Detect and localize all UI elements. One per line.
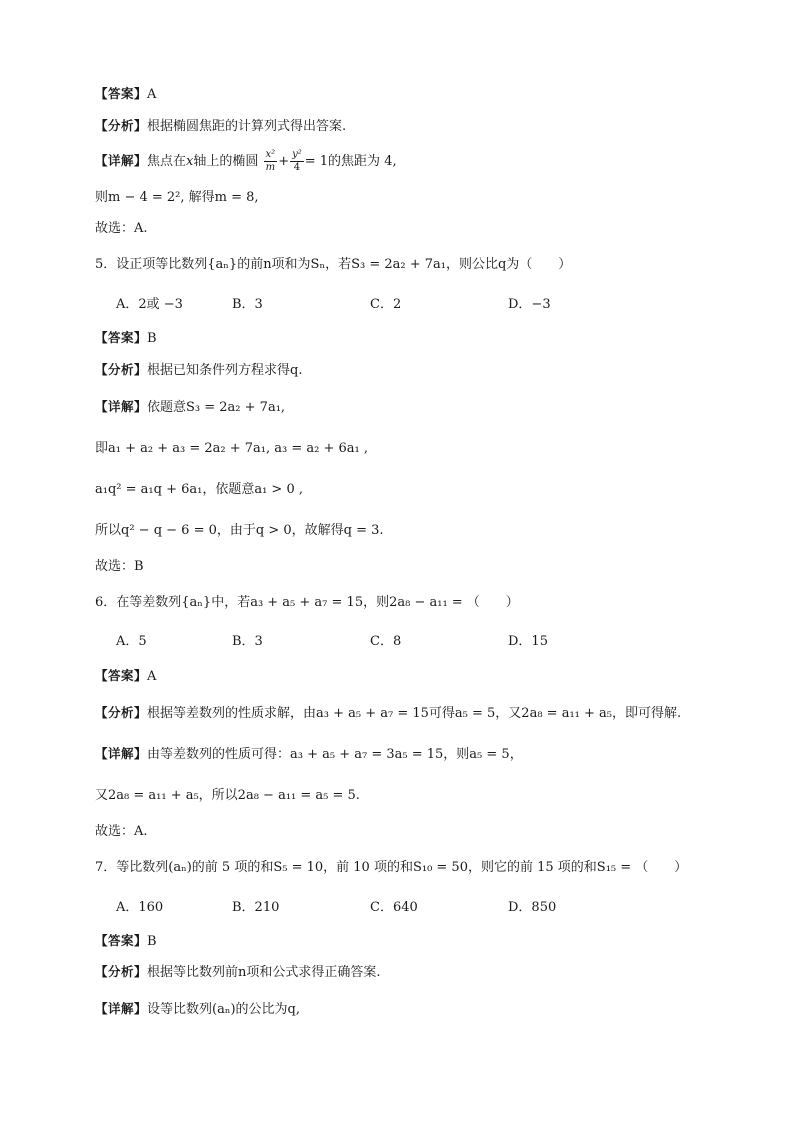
q5-step-1: 即a₁ + a₂ + a₃ = 2a₂ + 7a₁, a₃ = a₂ + 6a₁ , <box>95 441 368 456</box>
q4-detail-post: = 1的焦距为 4, <box>304 154 397 169</box>
q7-option-c[interactable]: C．640 <box>370 900 418 915</box>
q5-detail: 依题意S₃ = 2a₂ + 7a₁, <box>147 400 286 415</box>
frac2-den: 4 <box>293 162 301 173</box>
frac1-den: m <box>265 162 276 173</box>
q5-option-c[interactable]: C．2 <box>370 297 402 312</box>
q6-answer: A <box>147 669 157 684</box>
detail-tag: 【详解】 <box>95 153 148 168</box>
analysis-tag: 【分析】 <box>95 964 148 979</box>
frac1-num: x² <box>265 149 276 160</box>
q6-option-d[interactable]: D．15 <box>508 634 548 649</box>
q7-analysis-line <box>95 963 381 982</box>
q4-answer: A <box>147 87 157 102</box>
q7-option-b[interactable]: B．210 <box>232 900 280 915</box>
q7-option-d[interactable]: D．850 <box>508 900 557 915</box>
q4-detail-mid: 轴上的椭圆 <box>193 154 259 169</box>
analysis-tag: 【分析】 <box>95 118 148 133</box>
q6-analysis: 根据等差数列的性质求解，由a₃ + a₅ + a₇ = 15可得a₅ = 5，又2a₈ = a₁₁ + a₅，即可得解. <box>147 706 682 721</box>
q4-analysis: 根据椭圆焦距的计算列式得出答案. <box>147 119 347 134</box>
detail-tag: 【详解】 <box>95 399 148 414</box>
q7-analysis: 根据等比数列前n项和公式求得正确答案. <box>147 965 381 980</box>
q5-answer: B <box>147 331 157 346</box>
analysis-tag: 【分析】 <box>95 705 148 720</box>
q4-answer-line <box>95 85 156 104</box>
fraction-y2-over-4 <box>290 149 304 174</box>
q4-step: 则m − 4 = 2², 解得m = 8, <box>95 190 259 205</box>
detail-tag: 【详解】 <box>95 1001 148 1016</box>
q6-analysis-line <box>95 704 681 723</box>
q6-answer-line <box>95 667 156 686</box>
q7-detail-line <box>95 1000 300 1019</box>
q6-option-a[interactable]: A．5 <box>116 634 147 649</box>
q6-stem: 6．在等差数列{aₙ}中，若a₃ + a₅ + a₇ = 15，则2a₈ − a₁₁ = （ ） <box>95 595 519 610</box>
q5-option-a[interactable]: A．2或 −3 <box>116 297 183 312</box>
q5-answer-line <box>95 329 157 348</box>
fraction-x2-over-m <box>264 149 278 174</box>
q5-analysis-line <box>95 361 302 380</box>
detail-tag: 【详解】 <box>95 746 148 761</box>
q6-option-b[interactable]: B．3 <box>232 634 263 649</box>
q6-conclusion: 故选：A. <box>95 824 148 839</box>
q4-detail-pre: 焦点在 <box>147 154 187 169</box>
q4-axis: x <box>186 154 194 169</box>
answer-tag: 【答案】 <box>95 330 148 345</box>
q5-detail-line <box>95 398 285 417</box>
plus-sign: + <box>278 154 290 169</box>
q7-answer-line <box>95 932 157 951</box>
q6-detail: 由等差数列的性质可得：a₃ + a₅ + a₇ = 3a₅ = 15，则a₅ = 5， <box>147 747 523 762</box>
answer-tag: 【答案】 <box>95 933 148 948</box>
q7-stem: 7．等比数列(aₙ)的前 5 项的和S₅ = 10，前 10 项的和S₁₀ = 50，则它的前 15 项的和S₁₅ = （ ） <box>95 860 688 875</box>
q5-step-3: 所以q² − q − 6 = 0，由于q > 0，故解得q = 3. <box>95 523 384 538</box>
q5-conclusion: 故选：B <box>95 559 144 574</box>
q7-detail: 设等比数列(aₙ)的公比为q, <box>147 1002 300 1017</box>
q6-option-c[interactable]: C．8 <box>370 634 402 649</box>
q4-conclusion: 故选：A. <box>95 221 148 236</box>
q5-option-d[interactable]: D．−3 <box>508 297 551 312</box>
q5-step-2: a₁q² = a₁q + 6a₁，依题意a₁ > 0 , <box>95 482 303 497</box>
answer-tag: 【答案】 <box>95 86 148 101</box>
q4-detail-line <box>95 148 397 175</box>
q7-option-a[interactable]: A．160 <box>116 900 164 915</box>
q6-detail-line <box>95 745 523 764</box>
q6-step-1: 又2a₈ = a₁₁ + a₅，所以2a₈ − a₁₁ = a₅ = 5. <box>95 788 360 803</box>
q5-stem: 5．设正项等比数列{aₙ}的前n项和为Sₙ，若S₃ = 2a₂ + 7a₁，则公比q为（ ） <box>95 257 572 272</box>
q7-answer: B <box>147 934 157 949</box>
analysis-tag: 【分析】 <box>95 362 148 377</box>
q5-analysis: 根据已知条件列方程求得q. <box>147 363 303 378</box>
q4-analysis-line <box>95 117 346 136</box>
q5-option-b[interactable]: B．3 <box>232 297 263 312</box>
frac2-num: y² <box>292 149 302 160</box>
answer-tag: 【答案】 <box>95 668 148 683</box>
